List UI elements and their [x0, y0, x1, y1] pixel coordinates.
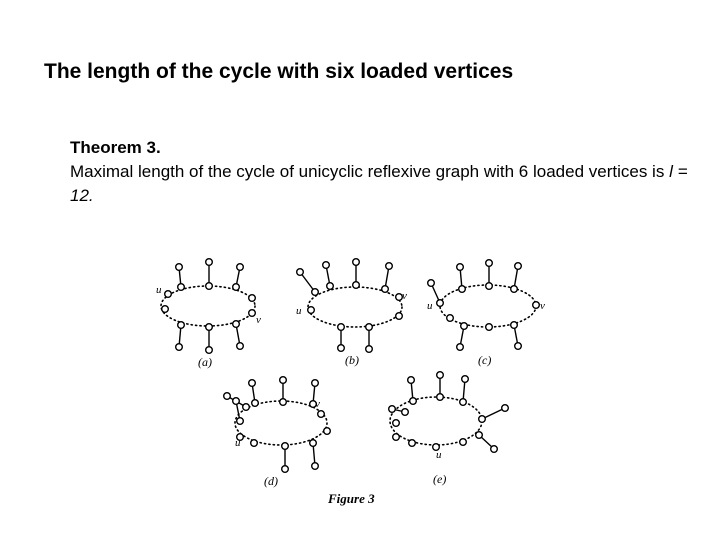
- panel-b-cycle-vertex: [308, 307, 315, 314]
- panel-e-pendant-vertex: [408, 377, 415, 384]
- panel-d-pendant-vertex: [280, 377, 287, 384]
- panel-a-pendant-vertex: [176, 344, 183, 351]
- panel-a-cycle: [161, 286, 255, 326]
- panel-d-cycle-vertex: [243, 404, 250, 411]
- panel-c-cycle-vertex: [437, 300, 444, 307]
- panel-b-label-u: u: [296, 305, 302, 317]
- panel-c-cycle-vertex: [533, 302, 540, 309]
- panel-e-cycle-vertex: [437, 394, 444, 401]
- panel-b-cycle-vertex: [338, 324, 345, 331]
- panel-c-label-v: v: [540, 300, 545, 312]
- panel-b-cycle: [308, 287, 402, 327]
- panel-d-cycle-vertex: [252, 400, 259, 407]
- panel-e-cycle: [390, 397, 482, 445]
- panel-c-cycle-vertex: [486, 283, 493, 290]
- theorem-formula: l = 12.: [70, 162, 688, 205]
- panel-c-cycle: [440, 285, 536, 327]
- panel-a-cycle-vertex: [249, 295, 256, 302]
- panel-b-pendant-vertex: [297, 269, 304, 276]
- panel-b-pendant-vertex: [323, 262, 330, 269]
- panel-d-cycle-vertex: [251, 440, 258, 447]
- panel-a-pendant-vertex: [237, 343, 244, 350]
- panel-b-pendant-vertex: [338, 345, 345, 352]
- panel-c-pendant-vertex: [515, 263, 522, 270]
- panel-b-cycle-vertex: [327, 283, 334, 290]
- slide-title: The length of the cycle with six loaded vertices: [44, 60, 514, 83]
- panel-c-cycle-vertex: [486, 324, 493, 331]
- panel-e-cycle-vertex: [402, 409, 409, 416]
- theorem-heading: Theorem 3.: [70, 138, 161, 157]
- panel-label-b: (b): [345, 353, 359, 367]
- panel-c-cycle-vertex: [511, 322, 518, 329]
- panel-e-pendant-vertex: [437, 372, 444, 379]
- panel-c-pendant-vertex: [515, 343, 522, 350]
- panel-c-cycle-vertex: [461, 323, 468, 330]
- theorem-statement: Maximal length of the cycle of unicyclic reflexive graph with 6 loaded vertices is: [70, 162, 670, 181]
- panel-d-label-v: v: [315, 398, 320, 410]
- panel-c-pendant-vertex: [457, 264, 464, 271]
- panel-b-cycle-vertex: [382, 286, 389, 293]
- panel-a-cycle-vertex: [178, 322, 185, 329]
- panel-b-label-v: v: [402, 290, 407, 302]
- panel-b-cycle-vertex: [353, 282, 360, 289]
- panel-c-cycle-vertex: [447, 315, 454, 322]
- panel-e-pendant-vertex: [491, 446, 498, 453]
- panel-d-pendant-vertex: [249, 380, 256, 387]
- panel-b-cycle-vertex: [312, 289, 319, 296]
- panel-e-pendant-vertex: [462, 376, 469, 383]
- panel-d-pendant-vertex: [312, 380, 319, 387]
- panel-e-cycle-vertex: [479, 416, 486, 423]
- panel-label-a: (a): [198, 355, 212, 369]
- panel-d-pendant-vertex: [312, 463, 319, 470]
- panel-e-pendant-vertex: [502, 405, 509, 412]
- panel-a-pendant-vertex: [206, 347, 213, 354]
- panel-d-cycle-vertex: [282, 443, 289, 450]
- panel-a-cycle-vertex: [162, 306, 169, 313]
- panel-d-label-u: u: [235, 437, 241, 449]
- panel-e-cycle-vertex: [409, 440, 416, 447]
- panel-d-cycle-vertex: [324, 428, 331, 435]
- panel-b-cycle-vertex: [396, 313, 403, 320]
- panel-e-cycle-vertex: [460, 399, 467, 406]
- panel-a-pendant-vertex: [237, 264, 244, 271]
- panel-d-cycle-vertex: [310, 440, 317, 447]
- panel-d-pendant-vertex: [233, 398, 240, 405]
- panel-a-cycle-vertex: [206, 283, 213, 290]
- panel-e-cycle-vertex: [393, 434, 400, 441]
- panel-c-cycle-vertex: [459, 286, 466, 293]
- panel-a-cycle-vertex: [249, 310, 256, 317]
- panel-b-pendant-vertex: [386, 263, 393, 270]
- panel-label-e: (e): [433, 472, 447, 486]
- panel-a-pendant-vertex: [206, 259, 213, 266]
- panel-d-cycle-vertex: [237, 418, 244, 425]
- panel-d-cycle-vertex: [318, 411, 325, 418]
- panel-label-c: (c): [478, 353, 492, 367]
- panel-d-cycle-vertex: [280, 399, 287, 406]
- panel-a-cycle-vertex: [165, 291, 172, 298]
- panel-d-pendant-vertex: [224, 393, 231, 400]
- panel-a-cycle-vertex: [206, 324, 213, 331]
- panel-c-cycle-vertex: [511, 286, 518, 293]
- figure-caption: Figure 3: [328, 491, 375, 506]
- panel-a-cycle-vertex: [178, 284, 185, 291]
- panel-e-cycle-vertex: [460, 439, 467, 446]
- panel-e-cycle-vertex: [393, 420, 400, 427]
- panel-b-pendant-vertex: [353, 259, 360, 266]
- panel-c-pendant-vertex: [486, 260, 493, 267]
- panel-c-label-u: u: [427, 300, 433, 312]
- panel-e-pendant-vertex: [389, 406, 396, 413]
- panel-a-cycle-vertex: [233, 321, 240, 328]
- panel-e-cycle-vertex: [410, 398, 417, 405]
- panel-e-cycle-vertex: [476, 432, 483, 439]
- panel-a-pendant-vertex: [176, 264, 183, 271]
- panel-a-label-u: u: [156, 284, 162, 296]
- panel-a-label-v: v: [256, 314, 261, 326]
- panel-c-pendant-vertex: [428, 280, 435, 287]
- panel-b-cycle-vertex: [366, 324, 373, 331]
- panel-a-cycle-vertex: [233, 284, 240, 291]
- panel-b-pendant-vertex: [366, 346, 373, 353]
- panel-d-pendant-vertex: [282, 466, 289, 473]
- panel-c-pendant-vertex: [457, 344, 464, 351]
- panel-e-label-u: u: [436, 449, 442, 461]
- panel-label-d: (d): [264, 474, 278, 488]
